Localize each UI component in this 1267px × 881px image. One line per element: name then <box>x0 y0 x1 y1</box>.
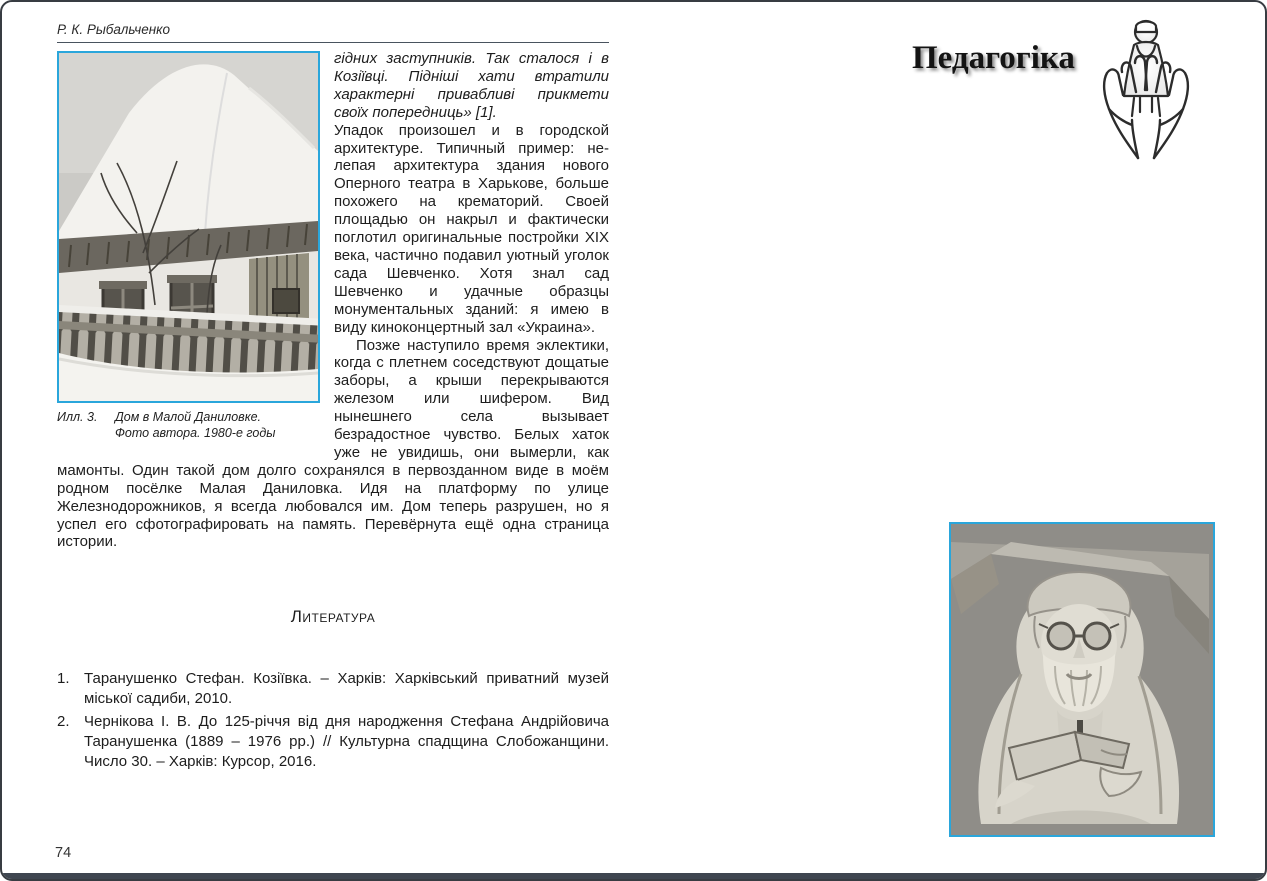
figure-house <box>57 51 322 441</box>
stone-carving-illustration <box>951 524 1209 831</box>
literature-list <box>57 669 609 771</box>
running-head-author: Р. К. Рыбальченко <box>57 22 609 43</box>
figure-caption <box>57 410 322 441</box>
literature-item <box>57 712 609 771</box>
literature-item-text: Таранушенко Стефан. Козіївка. – Харків: Харківський приватний музей міської садиби, 2010. <box>84 670 609 708</box>
paragraph-decline: Упадок произошел и в городской архитектуре. Типичный пример: нелепая архитектура здания нового Оперного театра в Харькове, больше похожего на крематорий. Своей площадью он накрыл и фактически поглотил оригинальные постройки XIX века, частично подавил уютный уголок сада Шевченко. Хотя знал сад Шевченко и удачные образцы монументальных зданий: я имею в виду киноконцертный зал «Украина». <box>334 121 609 336</box>
literature-item-text: Чернікова І. В. До 125-річчя від дня народження Стефана Андрійовича Таранушенка (1889 – 1976 рр.) // Культурна спадщина Слобожанщини. Число 30. – Харків: Курсор, 2016. <box>84 712 609 770</box>
winter-house-illustration <box>59 53 318 401</box>
figure-caption-label: Илл. 3. <box>57 410 98 424</box>
paragraph-ukrainian-quote: гідних заступників. Так сталося і в Козіївці. Підніші хати втратили характерні привабливі прикмети своїх попередниць» [1]. <box>334 50 609 121</box>
literature-item-number: 1. <box>57 670 70 688</box>
page-number: 74 <box>55 845 72 861</box>
winter-house-photo <box>57 51 320 403</box>
figure-caption-text: Дом в Малой Даниловке. Фото автора. 1980-е годы <box>115 410 276 440</box>
left-page <box>57 22 609 774</box>
bottom-accent-bar <box>2 873 1265 879</box>
literature-heading: Литература <box>290 607 376 627</box>
article-body <box>57 50 609 551</box>
stone-carving-photo <box>949 522 1215 837</box>
literature-item <box>57 669 609 709</box>
literature-item-number: 2. <box>57 712 70 730</box>
paragraph-later: Позже наступило время эклектики, когда с плетнем соседствуют дощатые заборы, а крыши перекрываются железом или шифером. Вид нынешнего села вызывает безрадостное чувство. Белых хаток уже не увидишь, они вымерли, как мамонты. Один такой дом долго сохранялся в первозданном виде в моём родном посёлке Малая Даниловка. Идя на платформу по улице Железнодорожников, я всегда любовался им. Дом теперь разрушен, но я успел его сфотографировать на память. Перевёрнута ещё одна страница истории. <box>57 336 609 551</box>
hands-holding-child-icon <box>1082 12 1210 160</box>
section-title: Педагогіка <box>912 40 1075 76</box>
